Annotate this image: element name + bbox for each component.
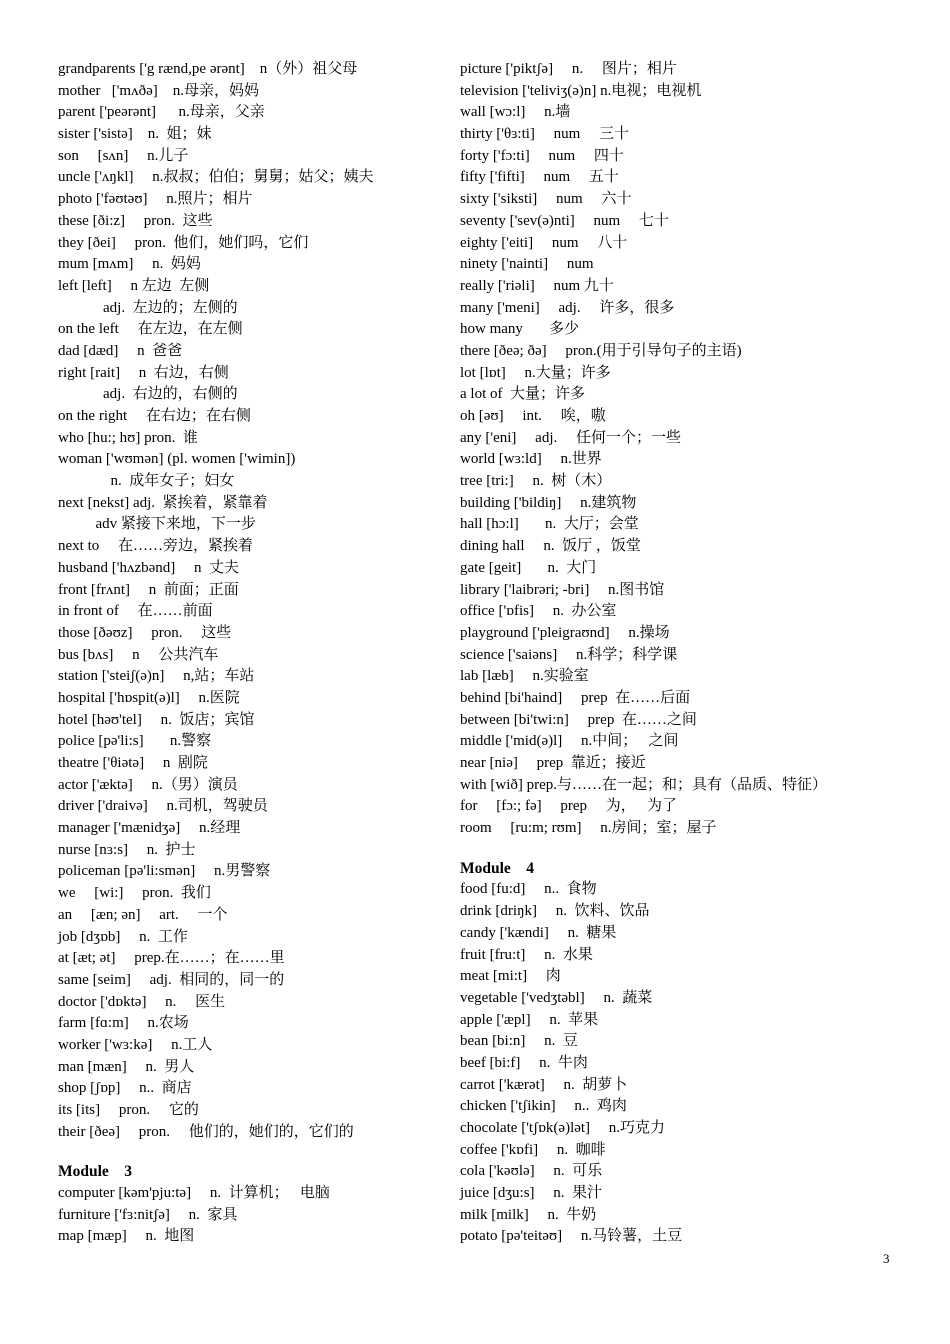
vocab-entry: same [seim] adj. 相同的，同一的 [58,971,285,988]
vocab-entry: map [mæp] n. 地图 [58,1228,195,1245]
vocab-entry: coffee ['kɒfi] n. 咖啡 [460,1141,606,1158]
vocab-entry: fruit [fru:t] n. 水果 [460,946,593,963]
vocab-entry: hall [hɔ:l] n. 大厅；会堂 [460,516,639,533]
vocab-entry: gate [geit] n. 大门 [460,559,597,576]
vocab-entry: woman ['wʊmən] (pl. women ['wimin]) [58,451,296,468]
vocab-entry: really ['riəli] num 九十 [460,277,614,294]
vocab-entry: seventy ['sev(ə)nti] num 七十 [460,212,669,229]
spacer [58,1143,438,1161]
vocab-entry: dining hall n. 饭厅 ，饭堂 [460,538,641,555]
vocab-entry: chicken ['tʃikin] n.. 鸡肉 [460,1098,627,1115]
vocab-entry: many ['meni] adj. 许多，很多 [460,299,675,316]
vocab-entry: station ['steiʃ(ə)n] n,站；车站 [58,668,255,685]
vocab-entry: police [pə'li:s] n.警察 [58,733,212,750]
vocab-entry: driver ['draivə] n.司机，驾驶员 [58,798,268,815]
vocab-entry: husband ['hʌzbənd] n 丈夫 [58,559,240,576]
vocab-entry: juice [dʒu:s] n. 果汁 [460,1185,603,1202]
vocab-entry: there [ðeə; ðə] pron.(用于引导句子的主语) [460,342,742,359]
vocab-entry: drink [driŋk] n. 饮料、饮品 [460,903,650,920]
vocab-entry: chocolate ['tʃɒk(ə)lət] n.巧克力 [460,1120,666,1136]
vocab-entry: mother ['mʌðə] n.母亲，妈妈 [58,82,260,99]
vocab-entry: doctor ['dɒktə] n. 医生 [58,993,226,1010]
vocab-entry: cola ['kəʊlə] n. 可乐 [460,1163,603,1180]
spacer [460,840,930,858]
vocab-entry: television ['teliviʒ(ə)n] n.电视；电视机 [460,82,702,99]
vocab-entry: room [ru:m; rʊm] n.房间；室；屋子 [460,820,717,837]
vocab-entry: we [wi:] pron. 我们 [58,885,211,902]
vocab-entry: next to 在……旁边，紧挨着 [58,538,253,555]
vocab-entry: behind [bi'haind] prep 在……后面 [460,689,691,706]
vocab-entry: vegetable ['vedʒtəbl] n. 蔬菜 [460,989,653,1006]
vocab-entry: playground ['pleigraʊnd] n.操场 [460,624,670,641]
vocab-entry: with [wið] prep.与……在一起；和；具有（品质、特征） [460,776,828,793]
vocab-entry: next [nekst] adj. 紧挨着，紧靠着 [58,494,268,511]
vocab-entry: oh [əʊ] int. 唉，嗷 [460,408,606,424]
vocab-entry: front [frʌnt] n 前面；正面 [58,581,239,598]
vocab-entry: an [æn; ən] art. 一个 [58,906,228,923]
vocab-entry: bus [bʌs] n 公共汽车 [58,646,219,663]
vocab-entry: science ['saiəns] n.科学；科学课 [460,646,678,663]
vocabulary-column-left [58,59,438,1248]
vocab-entry: son [sʌn] n.儿子 [58,147,189,164]
vocab-entry: sixty ['siksti] num 六十 [460,191,632,208]
vocab-entry: on the left 在左边，在左侧 [58,321,243,338]
vocab-entry: on the right 在右边；在右侧 [58,408,251,424]
vocab-entry: theatre ['θiətə] n 剧院 [58,755,208,771]
vocab-entry: between [bi'twi:n] prep 在……之间 [460,711,697,728]
vocab-entry: office ['ɒfis] n. 办公室 [460,603,617,620]
vocab-entry: library ['laibrəri; -bri] n.图书馆 [460,581,665,598]
vocab-entry: tree [tri:] n. 树（木） [460,473,612,490]
vocab-entry: photo ['fəʊtəʊ] n.照片；相片 [58,191,253,208]
vocab-entry: adv 紧接下来地，下一步 [58,516,256,533]
vocab-entry: their [ðeə] pron. 他们的，她们的，它们的 [58,1123,354,1140]
module-heading: Module 3 [58,1163,133,1181]
vocab-entry: worker ['wɜ:kə] n.工人 [58,1036,213,1053]
vocab-entry: meat [mi:t] 肉 [460,968,561,985]
vocab-entry: who [hu:; hʊ] pron. 谁 [58,429,198,446]
vocab-entry: dad [dæd] n 爸爸 [58,342,183,359]
vocab-entry: near [niə] prep 靠近；接近 [460,755,646,771]
vocab-entry: forty ['fɔ:ti] num 四十 [460,147,624,164]
vocab-entry: a lot of 大量；许多 [460,386,585,403]
module-heading: Module 4 [460,859,535,877]
vocab-entry: any ['eni] adj. 任何一个；一些 [460,429,682,446]
vocab-entry: middle ['mid(ə)l] n.中间； 之间 [460,733,679,750]
vocab-entry: hospital ['hɒspit(ə)l] n.医院 [58,689,240,706]
vocab-entry: how many 多少 [460,321,580,338]
vocab-entry: adj. 右边的，右侧的 [58,386,238,403]
vocab-entry: left [left] n 左边 左侧 [58,277,210,294]
vocab-entry: milk [milk] n. 牛奶 [460,1206,597,1223]
page-number: 3 [883,1251,890,1266]
vocab-entry: hotel [həʊ'tel] n. 饭店；宾馆 [58,711,255,728]
vocab-entry: right [rait] n 右边，右侧 [58,364,229,381]
vocab-entry: wall [wɔ:l] n.墙 [460,104,571,121]
vocab-entry: those [ðəʊz] pron. 这些 [58,624,232,641]
vocab-entry: job [dʒɒb] n. 工作 [58,928,188,945]
vocab-entry: lab [læb] n.实验室 [460,668,589,685]
vocab-entry: picture ['piktʃə] n. 图片；相片 [460,61,677,77]
vocab-entry: at [æt; ət] prep.在……；在……里 [58,950,285,967]
vocabulary-column-right [460,59,930,1248]
vocab-entry: lot [lɒt] n.大量；许多 [460,364,611,381]
vocab-entry: sister ['sistə] n. 姐；妹 [58,126,212,143]
vocab-entry: man [mæn] n. 男人 [58,1058,195,1075]
vocab-entry: its [its] pron. 它的 [58,1102,199,1118]
vocab-entry: nurse [nɜ:s] n. 护士 [58,841,196,858]
vocab-entry: apple ['æpl] n. 苹果 [460,1011,599,1028]
vocab-entry: policeman [pə'li:smən] n.男警察 [58,863,271,880]
vocab-entry: for [fɔ:; fə] prep 为， 为了 [460,798,678,815]
vocab-entry: bean [bi:n] n. 豆 [460,1033,578,1050]
vocab-entry: fifty ['fifti] num 五十 [460,169,619,186]
vocab-entry: computer [kəm'pju:tə] n. 计算机； 电脑 [58,1185,330,1202]
vocab-entry: grandparents ['g rænd,pe ərənt] n（外）祖父母 [58,61,358,77]
vocab-entry: ninety ['nainti] num [460,256,594,273]
vocab-entry: potato [pə'teitəʊ] n.马铃薯，土豆 [460,1228,683,1245]
vocab-entry: world [wɜ:ld] n.世界 [460,451,602,468]
vocab-entry: parent ['peərənt] n.母亲，父亲 [58,104,265,121]
vocab-entry: farm [fɑ:m] n.农场 [58,1015,189,1032]
vocab-entry: building ['bildiŋ] n.建筑物 [460,494,637,511]
vocab-entry: these [ði:z] pron. 这些 [58,212,213,229]
vocab-entry: shop [ʃɒp] n.. 商店 [58,1080,192,1097]
vocab-entry: in front of 在……前面 [58,603,213,620]
vocab-entry: thirty ['θɜ:ti] num 三十 [460,126,630,143]
vocab-entry: carrot ['kærət] n. 胡萝卜 [460,1076,628,1093]
vocab-entry: eighty ['eiti] num 八十 [460,234,628,251]
vocab-entry: adj. 左边的；左侧的 [58,299,238,316]
vocab-entry: actor ['æktə] n.（男）演员 [58,776,238,793]
vocab-entry: they [ðei] pron. 他们，她们吗，它们 [58,234,309,251]
vocab-entry: furniture ['fɜ:nitʃə] n. 家具 [58,1206,238,1223]
vocab-entry: food [fu:d] n.. 食物 [460,881,597,898]
vocab-entry: candy ['kændi] n. 糖果 [460,924,617,941]
vocab-entry: mum [mʌm] n. 妈妈 [58,256,201,273]
vocab-entry: uncle ['ʌŋkl] n.叔叔；伯伯；舅舅；姑父；姨夫 [58,169,374,186]
vocab-entry: beef [bi:f] n. 牛肉 [460,1054,588,1071]
vocab-entry: n. 成年女子；妇女 [58,473,235,490]
vocab-entry: manager ['mænidʒə] n.经理 [58,820,241,837]
